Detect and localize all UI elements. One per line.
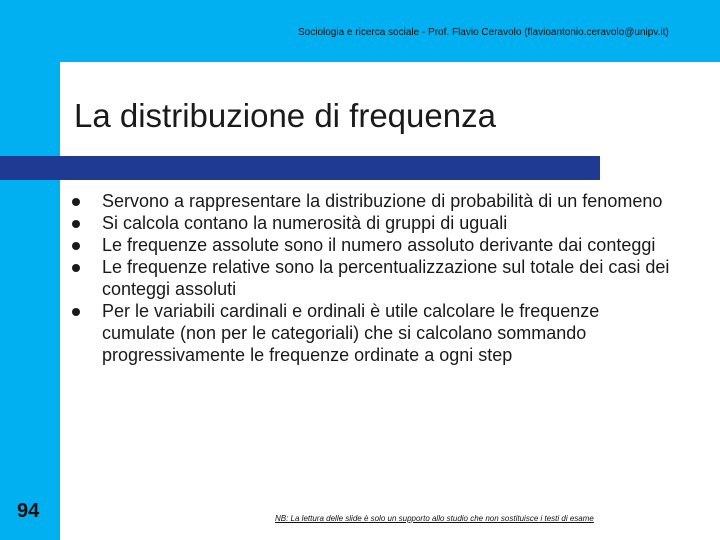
- bullet-text: Le frequenze assolute sono il numero assoluto derivante dai conteggi: [102, 235, 656, 255]
- bullet-item: [72, 190, 672, 212]
- bullet-list: [72, 190, 672, 366]
- title-underline-bar: [0, 156, 600, 180]
- bullet-item: [72, 256, 672, 300]
- bullet-dot-icon: [72, 308, 80, 316]
- left-accent-band: [0, 0, 60, 540]
- bullet-text: Si calcola contano la numerosità di gruppi di uguali: [102, 213, 508, 233]
- bullet-dot-icon: [72, 198, 80, 206]
- bullet-dot-icon: [72, 264, 80, 272]
- slide-header: Sociologia e ricerca sociale - Prof. Flavio Ceravolo (flavioantonio.ceravolo@unipv.it): [298, 27, 669, 38]
- bullet-dot-icon: [72, 220, 80, 228]
- slide-title: La distribuzione di frequenza: [74, 97, 496, 134]
- bullet-item: [72, 300, 672, 366]
- slide-number: 94: [17, 500, 40, 522]
- bullet-dot-icon: [72, 242, 80, 250]
- bullet-item: [72, 212, 672, 234]
- title-underline-cap: [0, 156, 24, 180]
- bullet-text: Servono a rappresentare la distribuzione di probabilità di un fenomeno: [102, 191, 663, 211]
- bullet-text: Le frequenze relative sono la percentualizzazione sul totale dei casi dei conteggi assoluti: [102, 257, 670, 299]
- bullet-item: [72, 234, 672, 256]
- bullet-text: Per le variabili cardinali e ordinali è utile calcolare le frequenze cumulate (non per le categoriali) che si calcolano sommando progressivamente le frequenze ordinate a ogni step: [102, 301, 600, 365]
- footer-note: NB: La lettura delle slide è solo un supporto allo studio che non sostituisce i testi di esame: [275, 514, 594, 523]
